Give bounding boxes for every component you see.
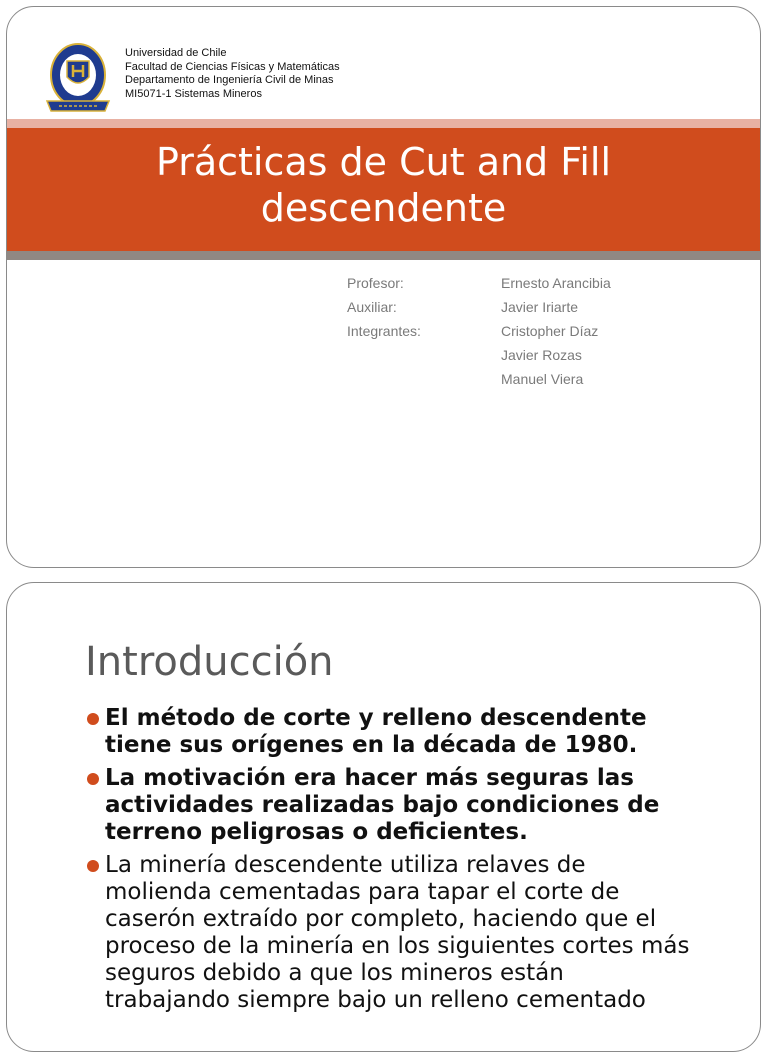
slide-title (7, 139, 760, 231)
title-line: descendente (260, 186, 507, 230)
institution-header (125, 47, 340, 101)
team-label: Profesor: (347, 275, 404, 291)
bullet-item (85, 705, 695, 759)
title-slide (6, 6, 761, 568)
team-member: Manuel Viera (501, 371, 584, 387)
team-label: Integrantes: (347, 323, 421, 339)
team-label: Auxiliar: (347, 299, 397, 315)
bullet-text: La motivación era hacer más seguras las actividades realizadas bajo condiciones de terreno peligrosas o deficientes. (105, 765, 660, 845)
bullet-item (85, 852, 695, 1014)
bullet-dot-icon (87, 713, 99, 725)
header-line: Universidad de Chile (125, 47, 227, 59)
team-labels (347, 271, 421, 343)
team-member: Ernesto Arancibia (501, 275, 611, 291)
accent-band-top (7, 119, 760, 128)
team-member: Javier Rozas (501, 347, 582, 363)
team-member: Cristopher Díaz (501, 323, 599, 339)
introduction-slide (6, 582, 761, 1052)
slide-title: Introducción (85, 639, 334, 685)
header-line: MI5071-1 Sistemas Mineros (125, 87, 262, 100)
team-values (501, 271, 611, 391)
header-line: Facultad de Ciencias Físicas y Matemáticas (125, 60, 340, 73)
university-seal-icon (43, 39, 113, 119)
accent-band-bottom (7, 251, 760, 260)
bullet-dot-icon (87, 860, 99, 872)
bullet-item (85, 765, 695, 846)
bullet-dot-icon (87, 773, 99, 785)
bullet-text: La minería descendente utiliza relaves de molienda cementadas para tapar el corte de caserón extraído por completo, haciendo que el proceso de la minería en los siguientes cortes más seguros debido a que los mineros están trabajando siempre bajo un relleno cementado (105, 852, 690, 1013)
bullet-text: El método de corte y relleno descendente tiene sus orígenes en la década de 1980. (105, 705, 647, 758)
team-member: Javier Iriarte (501, 299, 579, 315)
bullet-list (85, 705, 695, 1020)
title-line: Prácticas de Cut and Fill (155, 140, 612, 184)
header-line: Departamento de Ingeniería Civil de Minas (125, 74, 334, 86)
